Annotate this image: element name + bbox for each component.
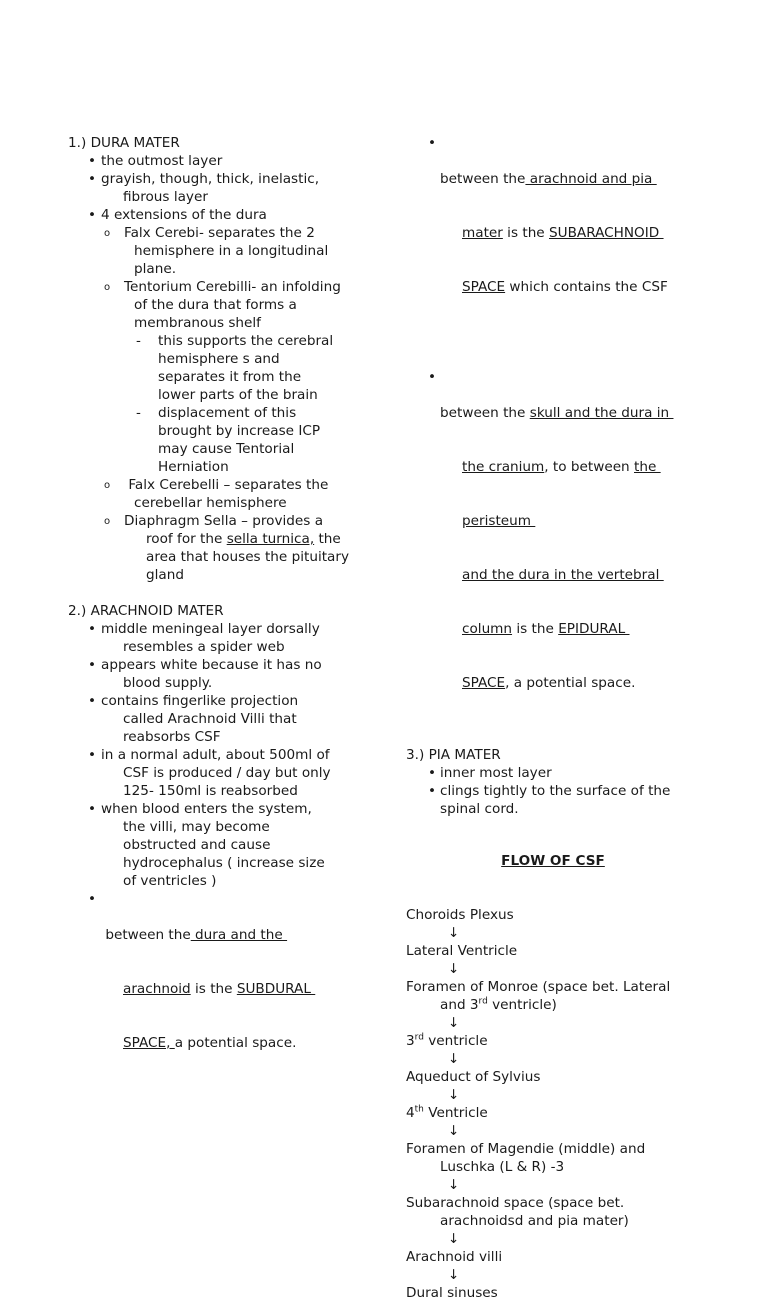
dura-bullet-grayish: • grayish, though, thick, inelastic, fibrous layer (68, 170, 374, 206)
flow-step-arachnoid-villi: Arachnoid villi (406, 1249, 503, 1265)
arachnoid-bullet-white: • appears white because it has no blood supply. (68, 656, 374, 692)
epidural-space-term: EPIDURAL (558, 621, 630, 637)
down-arrow-icon: ↓ (448, 1177, 460, 1193)
sella-turnica-term: sella turnica, (226, 531, 315, 547)
flow-step-fourth-ventricle: 4th Ventricle (406, 1104, 488, 1121)
down-arrow-icon: ↓ (448, 1267, 460, 1283)
flow-step-dural-sinuses: Dural sinuses (406, 1285, 498, 1301)
down-arrow-icon: ↓ (448, 925, 460, 941)
tentorium-dash-supports: - this supports the cerebral hemisphere s and separates it from the lower parts of the brain (68, 332, 374, 404)
flow-step-lateral-ventricle: Lateral Ventricle (406, 943, 518, 959)
pia-mater-heading: 3.) PIA MATER (406, 747, 501, 763)
down-arrow-icon: ↓ (448, 1123, 460, 1139)
arachnoid-bullet-meningeal: • middle meningeal layer dorsally resembles a spider web (68, 620, 374, 656)
flow-of-csf-title: FLOW OF CSF (501, 853, 605, 869)
arachnoid-bullet-subdural: • between the dura and the arachnoid is the SUBDURAL SPACE, a potential space. (68, 890, 374, 1088)
falx-cerebelli-item: o Falx Cerebelli – separates the cerebellar hemisphere (68, 476, 374, 512)
subarachnoid-space-term: SUBARACHNOID (549, 225, 664, 241)
arachnoid-bullet-villi: • contains fingerlike projection called Arachnoid Villi that reabsorbs CSF (68, 692, 374, 746)
arachnoid-bullet-blood: • when blood enters the system, the villi, may become obstructed and cause hydrocephalus ( increase size of ventricles ) (68, 800, 374, 890)
dura-bullet-extensions: • 4 extensions of the dura (68, 206, 374, 224)
flow-step-subarachnoid-space: Subarachnoid space (space bet. arachnoidsd and pia mater) (406, 1195, 629, 1229)
pia-bullet-clings: • clings tightly to the surface of the spinal cord. (406, 782, 726, 818)
down-arrow-icon: ↓ (448, 961, 460, 977)
epidural-space-bullet: • between the skull and the dura in the cranium, to between the peristeum and the dura in the vertebral column is the EPIDURAL SPACE, a potential space. (406, 368, 726, 728)
down-arrow-icon: ↓ (448, 1051, 460, 1067)
flow-step-foramen-monroe: Foramen of Monroe (space bet. Lateral and 3rd ventricle) (406, 979, 671, 1013)
down-arrow-icon: ↓ (448, 1015, 460, 1031)
falx-cerebi-item: o Falx Cerebi- separates the 2 hemisphere in a longitudinal plane. (68, 224, 374, 278)
down-arrow-icon: ↓ (448, 1231, 460, 1247)
flow-step-aqueduct-sylvius: Aqueduct of Sylvius (406, 1069, 541, 1085)
diaphragm-sella-item: o Diaphragm Sella – provides a roof for the sella turnica, the area that houses the pituitary gland (68, 512, 374, 584)
left-column (68, 134, 374, 1088)
flow-step-third-ventricle: 3rd ventricle (406, 1032, 488, 1049)
flow-step-foramen-magendie: Foramen of Magendie (middle) and Luschka (L & R) -3 (406, 1141, 646, 1175)
subarachnoid-space-bullet: • between the arachnoid and pia mater is the SUBARACHNOID SPACE which contains the CSF (406, 134, 726, 332)
arachnoid-mater-heading: 2.) ARACHNOID MATER (68, 603, 224, 619)
flow-step-choroids-plexus: Choroids Plexus (406, 907, 514, 923)
pia-bullet-inner: • inner most layer (406, 764, 726, 782)
dura-mater-heading: 1.) DURA MATER (68, 135, 180, 151)
csf-flow-list (406, 906, 726, 1302)
subdural-space-term: SUBDURAL (236, 981, 316, 997)
down-arrow-icon: ↓ (448, 1087, 460, 1103)
dura-bullet-outmost: • the outmost layer (68, 152, 374, 170)
tentorium-dash-displacement: - displacement of this brought by increase ICP may cause Tentorial Herniation (68, 404, 374, 476)
arachnoid-bullet-csf-volume: • in a normal adult, about 500ml of CSF is produced / day but only 125- 150ml is reabsorbed (68, 746, 374, 800)
tentorium-item: o Tentorium Cerebilli- an infolding of the dura that forms a membranous shelf (68, 278, 374, 332)
right-column (406, 134, 726, 1302)
